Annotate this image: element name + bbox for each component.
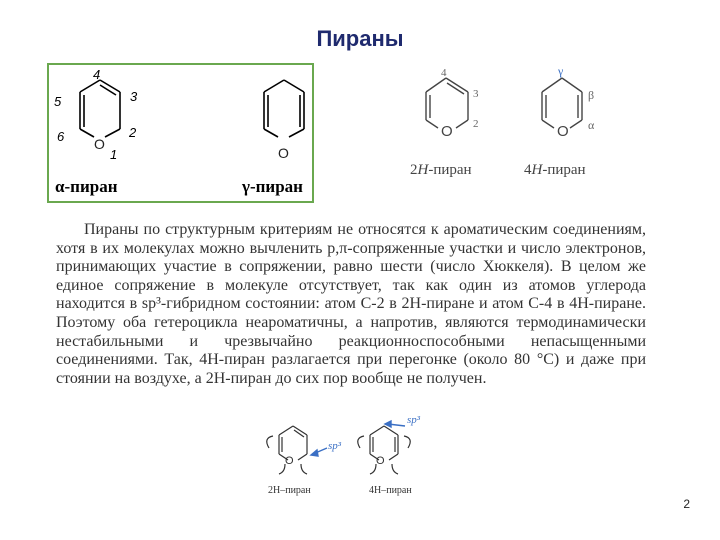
oxygen-4h: O: [557, 123, 569, 140]
gamma-pyran-label: γ-пиран: [242, 177, 303, 196]
pyran-structures-box: [47, 63, 314, 203]
name-2h-pyran: 2H-пиран: [410, 162, 472, 178]
atom-number-3: 3: [130, 89, 138, 104]
bottom-oxygen-left: O: [285, 455, 294, 467]
gamma-oxygen-atom: O: [278, 145, 289, 161]
bottom-pyran-structures: [255, 418, 435, 488]
label-3: 3: [473, 88, 479, 100]
label-beta: β: [588, 88, 595, 102]
bottom-oxygen-right: O: [376, 455, 385, 467]
atom-number-5: 5: [54, 94, 62, 109]
name-4h-pyran: 4H-пиран: [524, 162, 586, 178]
oxygen-2h: O: [441, 123, 453, 140]
label-gamma: γ: [558, 64, 564, 78]
description-paragraph: [56, 221, 646, 388]
page-number: 2: [683, 497, 690, 511]
bottom-name-2h: 2H–пиран: [268, 485, 311, 496]
sp3-label-right: sp³: [407, 414, 421, 426]
sp3-label-left: sp³: [328, 440, 342, 452]
label-alpha: α: [588, 118, 595, 132]
label-2: 2: [473, 118, 479, 130]
atom-number-1: 1: [110, 147, 118, 162]
label-4: 4: [441, 67, 447, 79]
page-title: Пираны: [316, 26, 404, 51]
atom-number-2: 2: [129, 125, 137, 140]
atom-number-6: 6: [57, 129, 65, 144]
right-pyran-structures: [400, 60, 630, 160]
bottom-name-4h: 4H–пиран: [369, 485, 412, 496]
paragraph-text: Пираны по структурным критериям не относятся к ароматическим соединениям, хотя в их молекулах можно вычленить p,π-сопряженные участки и число электронов, принимающих участие в сопряжении, равно шести (число Хюккеля). В целом же единое сопряжение в молекуле отсутствует, так как один из атомов углерода находится в sp³-гибридном состоянии: атом С-2 в 2H-пиране и атом С-4 в 4H-пиране. Поэтому оба гетероцикла неароматичны, а напротив, являются термодинамически нестабильными и чрезвычайно реакционноспособными непасыщенными соединениями. Так, 4H-пиран разлагается при перегонке (около 80 °С) и даже при стоянии на воздухе, а 2H-пиран до сих пор вообще не получен.: [56, 221, 646, 387]
alpha-oxygen-atom: O: [94, 136, 105, 152]
alpha-pyran-label: α-пиран: [55, 177, 118, 196]
atom-number-4: 4: [93, 67, 101, 82]
